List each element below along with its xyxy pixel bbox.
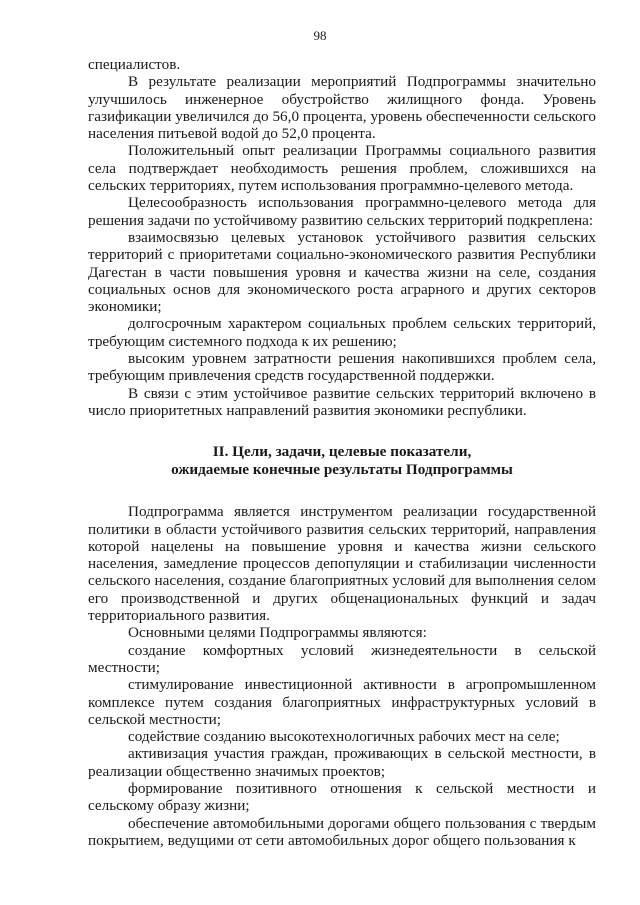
section-heading-line: II. Цели, задачи, целевые показатели, (212, 443, 472, 461)
section-heading-line: ожидаемые конечные результаты Подпрограммы (171, 461, 513, 479)
list-item: содействие созданию высокотехнологичных рабочих мест на селе; (128, 728, 560, 746)
list-item: активизация участия граждан, проживающих в сельской местности, в реализации общественно значимых проектов; (88, 745, 596, 780)
paragraph: Подпрограмма является инструментом реализации государственной политики в области устойчивого развития сельских территорий, направления которой нацелены на повышение уровня и качества жизни сельского населения, замедление процессов депопуляции и стабилизации численности сельского населения, создание благоприятных условий для выполнения селом его производственной и других общенациональных функций и задач территориального развития. (88, 503, 596, 625)
list-item: стимулирование инвестиционной активности в агропромышленном комплексе путем создания благоприятных инфраструктурных условий в сельской местности; (88, 676, 596, 728)
list-item: взаимосвязью целевых установок устойчивого развития сельских территорий с приоритетами социально-экономического развития Республики Дагестан в части повышения уровня и качества жизни на селе, создания социальных основ для экономического роста аграрного и других секторов экономики; (88, 228, 596, 316)
list-item: формирование позитивного отношения к сельской местности и сельскому образу жизни; (88, 779, 596, 815)
list-item: обеспечение автомобильными дорогами общего пользования с твердым покрытием, ведущими от сети автомобильных дорог общего пользования к (88, 814, 596, 849)
paragraph: Целесообразность использования программно-целевого метода для решения задачи по устойчивому развитию сельских территорий подкреплена: (88, 194, 596, 229)
paragraph: В связи с этим устойчивое развитие сельских территорий включено в число приоритетных направлений развития экономики республики. (88, 384, 596, 419)
paragraph: Основными целями Подпрограммы являются: (128, 624, 427, 642)
paragraph: специалистов. (88, 56, 181, 73)
paragraph: Положительный опыт реализации Программы социального развития села подтверждает необходимость решения проблем, сложившихся на сельских территориях, путем использования программно-целевого метода. (88, 142, 596, 195)
body-after-heading (88, 503, 596, 849)
page-number: 98 (313, 28, 327, 43)
list-item: долгосрочным характером социальных проблем сельских территорий, требующим системного подхода к их решению; (88, 315, 596, 350)
list-item: высоким уровнем затратности решения накопившихся проблем села, требующим привлечения средств государственной поддержки. (88, 350, 596, 385)
body-before-heading (88, 56, 596, 419)
paragraph: В результате реализации мероприятий Подпрограммы значительно улучшилось инженерное обустройство жилищного фонда. Уровень газификации увеличился до 56,0 процента, уровень обеспеченности сельского населения питьевой водой до 52,0 процента. (88, 73, 596, 143)
list-item: создание комфортных условий жизнедеятельности в сельской местности; (88, 641, 596, 676)
section-heading (88, 443, 596, 479)
